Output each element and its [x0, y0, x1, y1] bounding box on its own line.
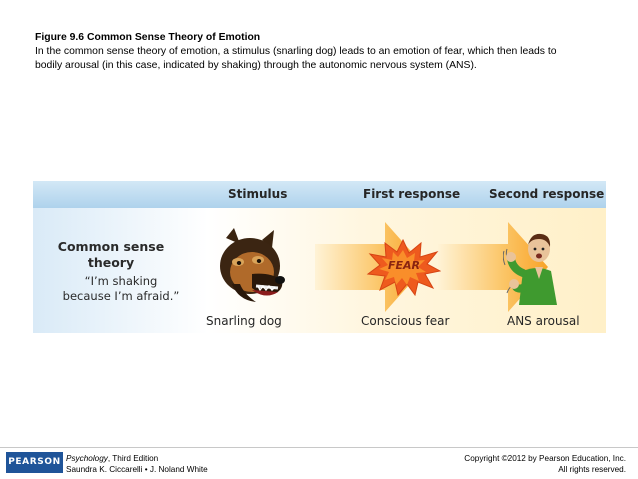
theory-quote-line-1: “I’m shaking [84, 274, 158, 288]
label-ans-arousal: ANS arousal [507, 314, 580, 328]
footer-title-line [66, 453, 208, 464]
footer-book-title: Psychology [66, 454, 108, 463]
theory-title [47, 239, 175, 271]
theory-quote-line-2: because I’m afraid.” [62, 289, 180, 303]
footer-copyright: Copyright ©2012 by Pearson Education, Inc. [464, 454, 626, 463]
fear-burst-label: FEAR [388, 259, 421, 272]
theory-quote [47, 274, 195, 304]
footer-authors: Saundra K. Ciccarelli • J. Noland White [66, 465, 208, 474]
diagram-panel [33, 181, 606, 333]
theory-title-line-1: Common sense [57, 239, 165, 254]
caption-line-1: In the common sense theory of emotion, a stimulus (snarling dog) leads to an emotion of fear, which then leads to [35, 46, 557, 57]
footer-book-info [66, 453, 208, 475]
header-first-response: First response [363, 187, 461, 201]
caption-line-2: bodily arousal (in this case, indicated by shaking) through the autonomic nervous system (ANS). [35, 60, 477, 71]
footer-divider [0, 447, 638, 448]
pearson-logo: PEARSON [6, 452, 63, 473]
footer-rights: All rights reserved. [558, 465, 626, 474]
snarling-dog-icon [208, 226, 298, 306]
figure-title: Figure 9.6 Common Sense Theory of Emotion [35, 32, 261, 43]
label-snarling-dog: Snarling dog [206, 314, 282, 328]
header-second-response: Second response [489, 187, 605, 201]
theory-title-line-2: theory [87, 255, 135, 270]
footer-copyright-block [464, 453, 626, 475]
shaking-man-icon [503, 225, 571, 309]
figure-caption [35, 31, 615, 73]
label-conscious-fear: Conscious fear [361, 314, 450, 328]
header-stimulus: Stimulus [228, 187, 288, 201]
diagram-header [33, 181, 606, 209]
footer-edition: , Third Edition [107, 454, 159, 463]
